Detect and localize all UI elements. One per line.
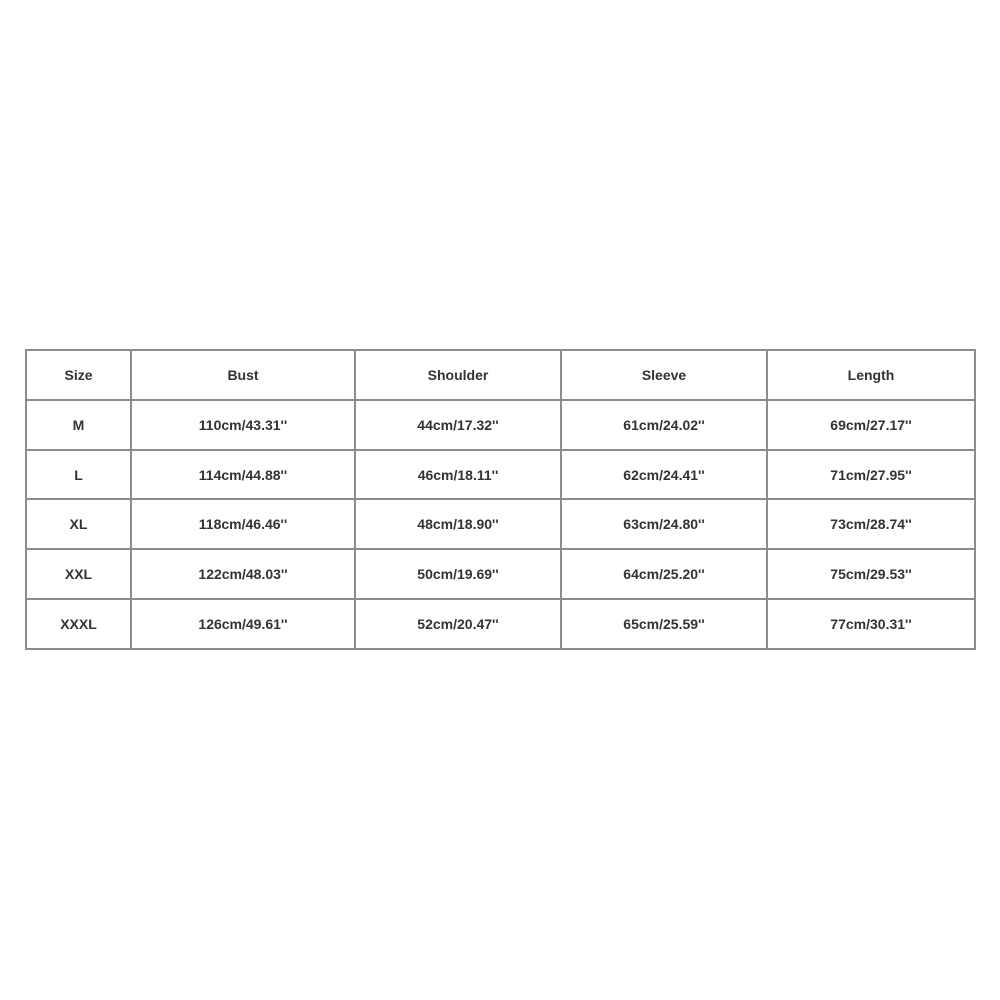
cell-shoulder: 44cm/17.32'' (355, 400, 561, 450)
cell-size: XL (26, 499, 131, 549)
table-row (26, 400, 975, 450)
cell-bust: 126cm/49.61'' (131, 599, 355, 649)
cell-sleeve: 65cm/25.59'' (561, 599, 767, 649)
cell-length: 73cm/28.74'' (767, 499, 975, 549)
table-row (26, 450, 975, 500)
cell-length: 77cm/30.31'' (767, 599, 975, 649)
cell-size: XXXL (26, 599, 131, 649)
cell-shoulder: 52cm/20.47'' (355, 599, 561, 649)
cell-size: XXL (26, 549, 131, 599)
header-shoulder: Shoulder (355, 350, 561, 400)
header-sleeve: Sleeve (561, 350, 767, 400)
table-row (26, 499, 975, 549)
header-bust: Bust (131, 350, 355, 400)
table-header-row (26, 350, 975, 400)
size-chart-table (25, 349, 976, 650)
cell-length: 75cm/29.53'' (767, 549, 975, 599)
cell-size: M (26, 400, 131, 450)
header-size: Size (26, 350, 131, 400)
cell-length: 69cm/27.17'' (767, 400, 975, 450)
cell-sleeve: 64cm/25.20'' (561, 549, 767, 599)
cell-shoulder: 46cm/18.11'' (355, 450, 561, 500)
table-row (26, 549, 975, 599)
cell-bust: 110cm/43.31'' (131, 400, 355, 450)
cell-bust: 114cm/44.88'' (131, 450, 355, 500)
cell-sleeve: 62cm/24.41'' (561, 450, 767, 500)
cell-bust: 118cm/46.46'' (131, 499, 355, 549)
cell-sleeve: 63cm/24.80'' (561, 499, 767, 549)
cell-bust: 122cm/48.03'' (131, 549, 355, 599)
table-row (26, 599, 975, 649)
cell-shoulder: 48cm/18.90'' (355, 499, 561, 549)
cell-shoulder: 50cm/19.69'' (355, 549, 561, 599)
header-length: Length (767, 350, 975, 400)
cell-size: L (26, 450, 131, 500)
cell-length: 71cm/27.95'' (767, 450, 975, 500)
cell-sleeve: 61cm/24.02'' (561, 400, 767, 450)
